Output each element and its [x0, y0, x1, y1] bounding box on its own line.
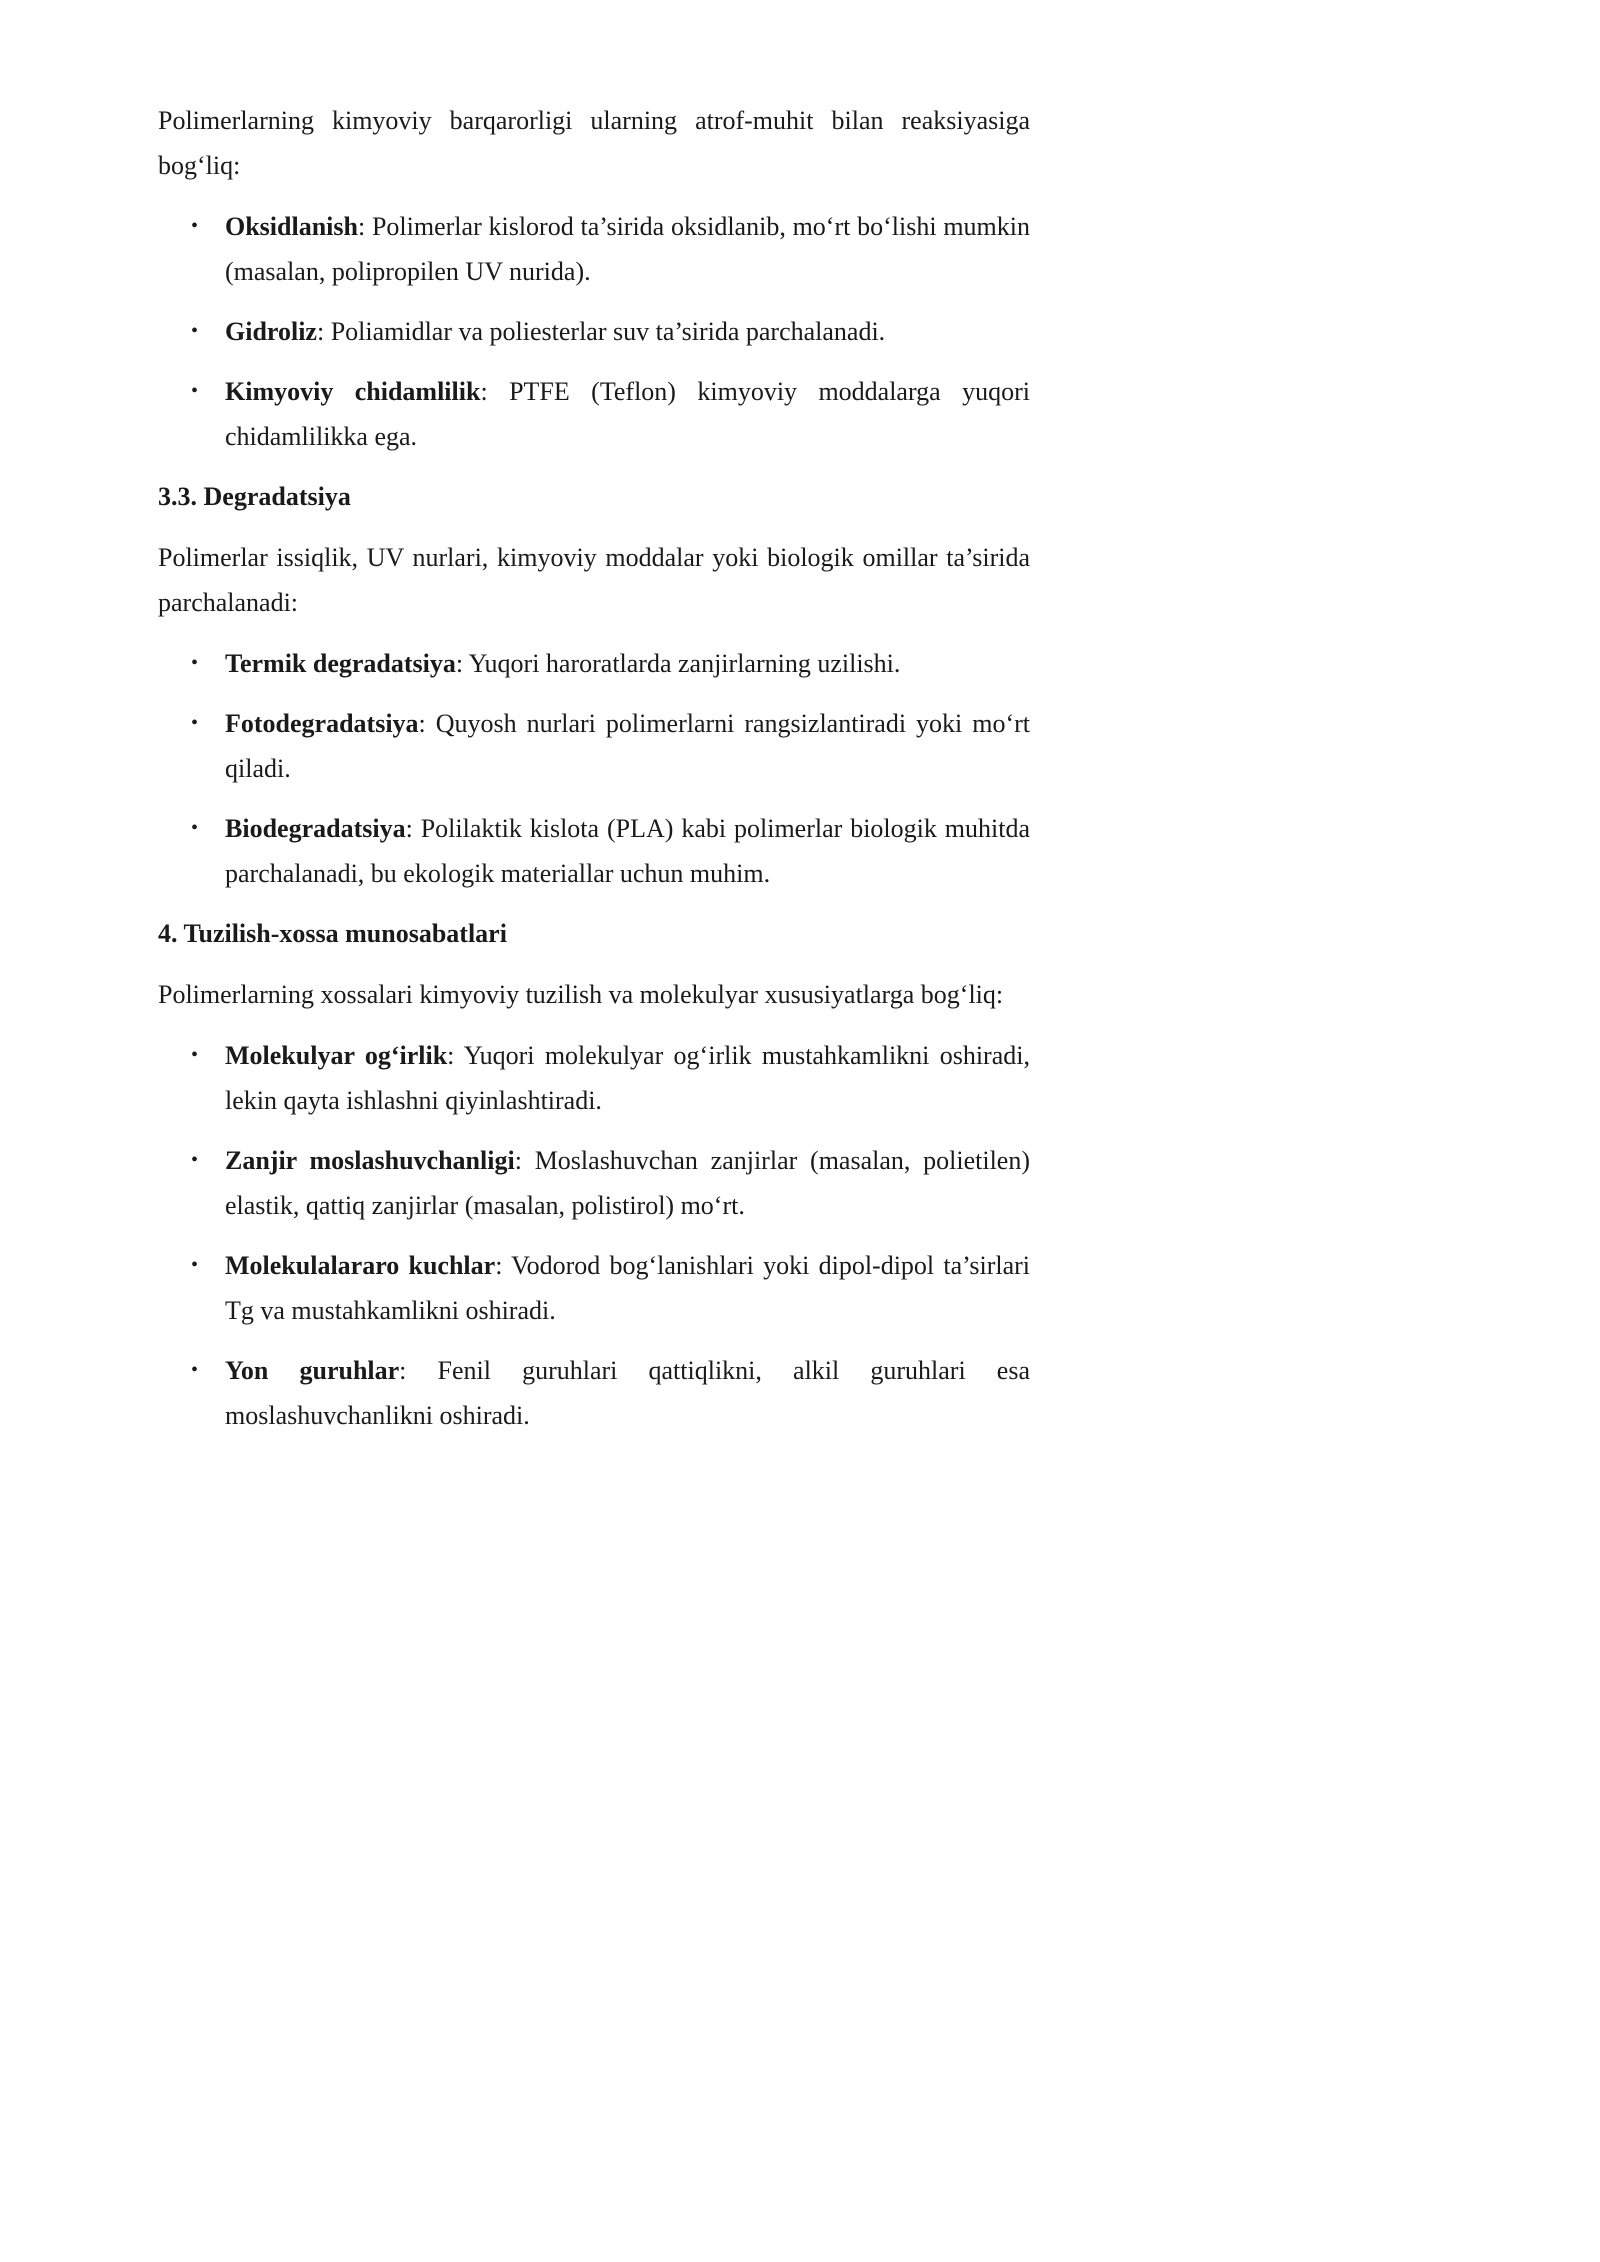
bullet-icon: •: [191, 380, 199, 402]
list-item: [158, 1243, 1030, 1333]
bullet-icon: •: [191, 215, 199, 237]
item-term: Fotodegradatsiya: [225, 709, 419, 738]
list-item: [158, 1348, 1030, 1438]
bullet-icon: •: [191, 1359, 199, 1381]
list-item: [158, 1138, 1030, 1228]
item-text: : Vodorod bog‘lanishlari yoki dipol-dipol ta’sirlari Tg va mustahkamlikni oshiradi.: [225, 1251, 1031, 1325]
item-term: Yon guruhlar: [225, 1356, 400, 1385]
item-term: Termik degradatsiya: [225, 649, 456, 678]
bullet-list: [158, 641, 1030, 896]
bullet-icon: •: [191, 1254, 199, 1276]
intro-paragraph: Polimerlar issiqlik, UV nurlari, kimyoviy moddalar yoki biologik omillar ta’sirida parchalanadi:: [158, 543, 1030, 617]
intro-paragraph: Polimerlarning xossalari kimyoviy tuzilish va molekulyar xususiyatlarga bog‘liq:: [158, 980, 1004, 1009]
item-text: : Polilaktik kislota (PLA) kabi polimerlar biologik muhitda parchalanadi, bu ekologik materiallar uchun muhim.: [225, 814, 1030, 888]
list-item: [158, 309, 1030, 354]
item-text: : Fenil guruhlari qattiqlikni, alkil guruhlari esa moslashuvchanlikni oshiradi.: [225, 1356, 1030, 1430]
list-item: [158, 369, 1030, 459]
bullet-icon: •: [191, 1044, 199, 1066]
item-term: Kimyoviy chidamlilik: [225, 377, 481, 406]
item-text: : Quyosh nurlari polimerlarni rangsizlantiradi yoki mo‘rt qiladi.: [225, 709, 1030, 783]
list-item: [158, 641, 1030, 686]
bullet-list: [158, 204, 1030, 459]
item-term: Molekulalararo kuchlar: [225, 1251, 496, 1280]
list-item: [158, 1033, 1030, 1123]
item-text: : Moslashuvchan zanjirlar (masalan, polietilen) elastik, qattiq zanjirlar (masalan, polistirol) mo‘rt.: [225, 1146, 1030, 1220]
item-text: : PTFE (Teflon) kimyoviy moddalarga yuqori chidamlilikka ega.: [225, 377, 1030, 451]
bullet-icon: •: [191, 320, 199, 342]
bullet-icon: •: [191, 1149, 199, 1171]
item-text: : Polimerlar kislorod ta’sirida oksidlanib, mo‘rt bo‘lishi mumkin (masalan, polipropilen UV nurida).: [225, 212, 1030, 286]
list-item: [158, 806, 1030, 896]
item-text: : Yuqori molekulyar og‘irlik mustahkamlikni oshiradi, lekin qayta ishlashni qiyinlashtiradi.: [225, 1041, 1030, 1115]
bullet-icon: •: [191, 817, 199, 839]
list-item: [158, 701, 1030, 791]
item-text: : Yuqori haroratlarda zanjirlarning uzilishi.: [455, 649, 901, 678]
bullet-icon: •: [191, 712, 199, 734]
list-item: [158, 204, 1030, 294]
bullet-icon: •: [191, 652, 199, 674]
item-term: Gidroliz: [225, 317, 317, 346]
item-term: Zanjir moslashuvchanligi: [225, 1146, 515, 1175]
bullet-list: [158, 1033, 1030, 1438]
item-term: Molekulyar og‘irlik: [225, 1041, 448, 1070]
item-term: Biodegradatsiya: [225, 814, 406, 843]
document-body: [158, 98, 1030, 1453]
intro-paragraph: Polimerlarning kimyoviy barqarorligi ularning atrof-muhit bilan reaksiyasiga bog‘liq:: [158, 106, 1030, 180]
item-term: Oksidlanish: [225, 212, 358, 241]
section-heading: 4. Tuzilish-xossa munosabatlari: [158, 919, 507, 948]
item-text: : Poliamidlar va poliesterlar suv ta’sirida parchalanadi.: [316, 317, 886, 346]
section-heading: 3.3. Degradatsiya: [158, 482, 351, 511]
